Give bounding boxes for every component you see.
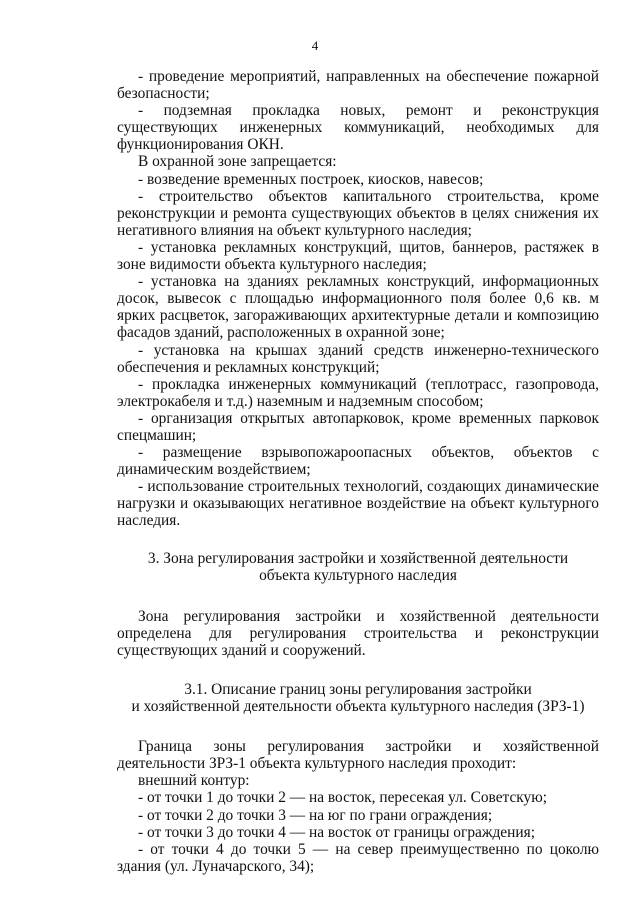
list-item: - от точки 1 до точки 2 — на восток, пересекая ул. Советскую; [138, 789, 548, 807]
paragraph: - прокладка инженерных коммуникаций (теплотрасс, газопровода, электрокабеля и т.д.) наземным и надземным способом; [117, 375, 599, 410]
list-item: - от точки 4 до точки 5 — на север преимущественно по цоколю здания (ул. Луначарского, 34); [117, 840, 599, 875]
list-item: - от точки 3 до точки 4 — на восток от границы ограждения; [138, 823, 535, 841]
section-heading: 3. Зона регулирования застройки и хозяйственной деятельности [147, 549, 569, 567]
contour-label: внешний контур: [138, 772, 250, 790]
section-heading: объекта культурного наследия [259, 566, 457, 584]
paragraph: В охранной зоне запрещается: [138, 153, 337, 171]
paragraph: - возведение временных построек, киосков, навесов; [138, 170, 484, 188]
paragraph: - размещение взрывопожароопасных объектов, объектов с динамическим воздействием; [117, 444, 599, 479]
paragraph: - установка на крышах зданий средств инженерно-технического обеспечения и рекламных конструкций; [117, 341, 599, 376]
list-item: - от точки 2 до точки 3 — на юг по грани ограждения; [138, 806, 493, 824]
paragraph: Зона регулирования застройки и хозяйственной деятельности определена для регулирования строительства и реконструкции существующих зданий и сооружений. [117, 607, 599, 659]
paragraph: - организация открытых автопарковок, кроме временных парковок спецмашин; [117, 409, 599, 444]
paragraph: - установка на зданиях рекламных конструкций, информационных досок, вывесок с площадью информационного поля более 0,6 кв. м ярких расцветок, загораживающих архитектурные детали и композицию фасадов зданий, расположенных в охранной зоне; [117, 273, 599, 342]
subsection-heading: 3.1. Описание границ зоны регулирования застройки [184, 681, 532, 698]
document-body [117, 68, 599, 875]
paragraph: - строительство объектов капитального строительства, кроме реконструкции и ремонта существующих объектов в целях снижения их негативного влияния на объект культурного наследия; [117, 187, 599, 239]
paragraph: - использование строительных технологий, создающих динамические нагрузки и оказывающих негативное воздействие на объект культурного наследия. [117, 478, 599, 530]
page-number: 4 [311, 38, 319, 53]
paragraph: - установка рекламных конструкций, щитов, баннеров, растяжек в зоне видимости объекта культурного наследия; [117, 238, 599, 274]
subsection-heading: и хозяйственной деятельности объекта культурного наследия (ЗРЗ-1) [131, 698, 585, 716]
paragraph: - подземная прокладка новых, ремонт и реконструкция существующих инженерных коммуникаций, необходимых для функционирования ОКН. [117, 102, 599, 154]
paragraph: Граница зоны регулирования застройки и хозяйственной деятельности ЗРЗ-1 объекта культурного наследия проходит: [117, 738, 599, 773]
paragraph: - проведение мероприятий, направленных на обеспечение пожарной безопасности; [117, 68, 599, 103]
